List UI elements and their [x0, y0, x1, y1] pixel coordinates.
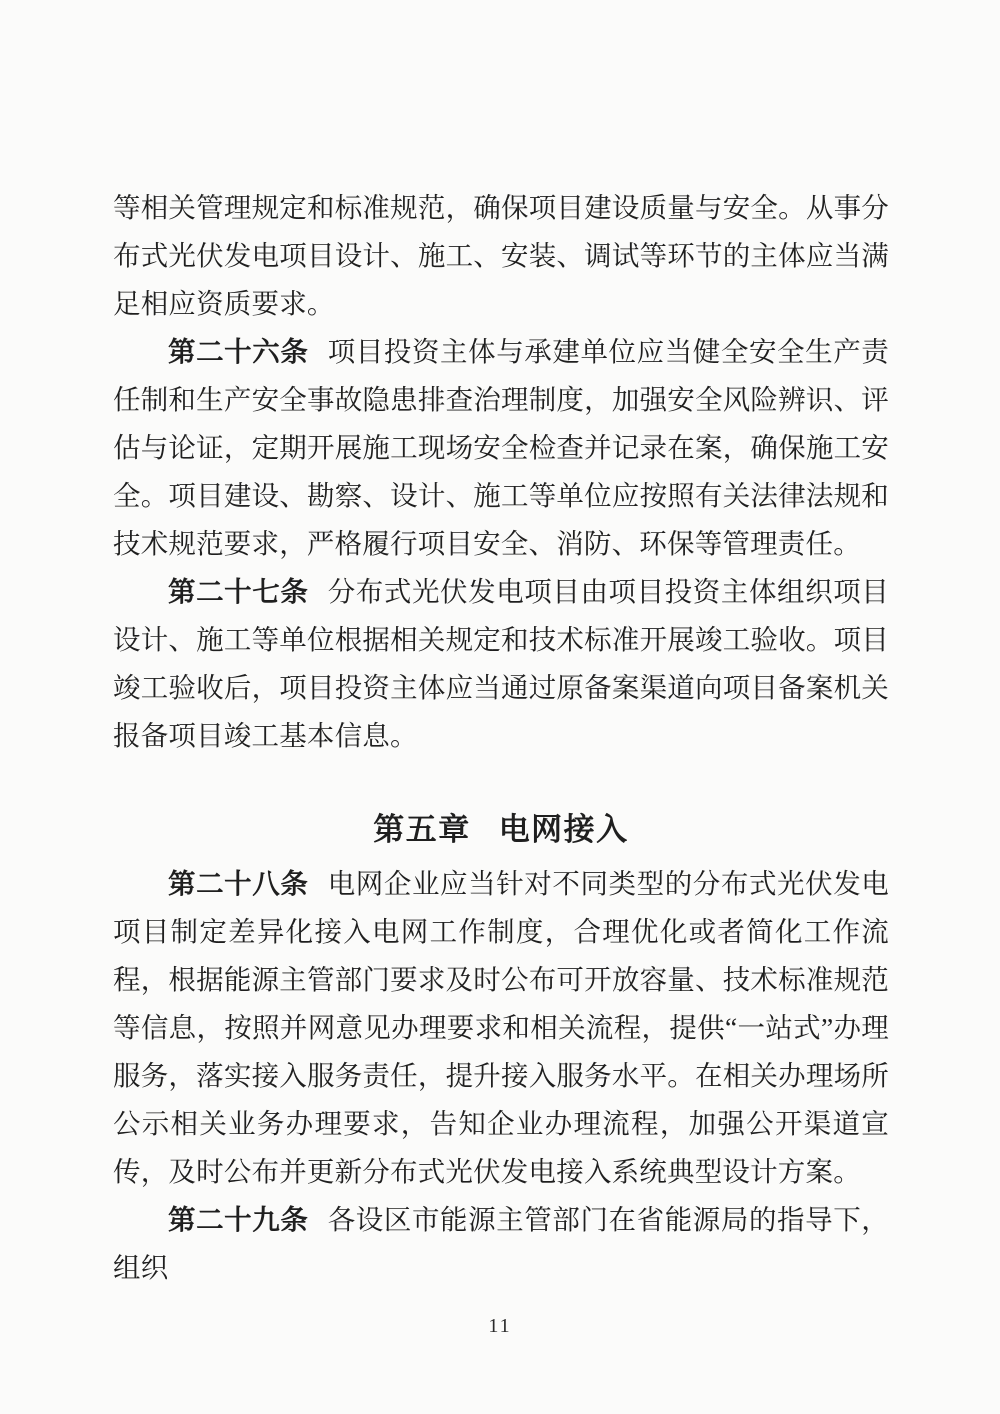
paragraph-article-29 [113, 1196, 889, 1292]
paragraph-continuation: 等相关管理规定和标准规范，确保项目建设质量与安全。从事分布式光伏发电项目设计、施工、安装、调试等环节的主体应当满足相应资质要求。 [113, 192, 889, 319]
article-26-number: 第二十六条 [168, 336, 309, 367]
article-28-text: 电网企业应当针对不同类型的分布式光伏发电项目制定差异化接入电网工作制度，合理优化或者简化工作流程，根据能源主管部门要求及时公布可开放容量、技术标准规范等信息，按照并网意见办理要求和相关流程，提供“一站式”办理服务，落实接入服务责任，提升接入服务水平。在相关办理场所公示相关业务办理要求，告知企业办理流程，加强公开渠道宣传，及时公布并更新分布式光伏发电接入系统典型设计方案。 [113, 868, 890, 1187]
paragraph-article-26 [113, 328, 889, 568]
article-29-text: 各设区市能源主管部门在省能源局的指导下，组织 [113, 1204, 890, 1283]
chapter-number: 第五章 [373, 812, 471, 847]
article-27-number: 第二十七条 [168, 576, 309, 607]
page-number: 11 [488, 1315, 512, 1337]
article-27-text: 分布式光伏发电项目由项目投资主体组织项目设计、施工等单位根据相关规定和技术标准开展竣工验收。项目竣工验收后，项目投资主体应当通过原备案渠道向项目备案机关报备项目竣工基本信息。 [113, 576, 890, 751]
article-28-number: 第二十八条 [168, 868, 309, 899]
paragraph-article-27 [113, 568, 889, 760]
article-26-text: 项目投资主体与承建单位应当健全安全生产责任制和生产安全事故隐患排查治理制度，加强安全风险辨识、评估与论证，定期开展施工现场安全检查并记录在案，确保施工安全。项目建设、勘察、设计、施工等单位应按照有关法律法规和技术规范要求，严格履行项目安全、消防、环保等管理责任。 [113, 336, 890, 559]
article-29-number: 第二十九条 [168, 1204, 309, 1235]
document-body [113, 184, 889, 1292]
paragraph-article-28 [113, 860, 889, 1196]
chapter-title: 电网接入 [498, 812, 629, 847]
chapter-heading [113, 806, 889, 854]
